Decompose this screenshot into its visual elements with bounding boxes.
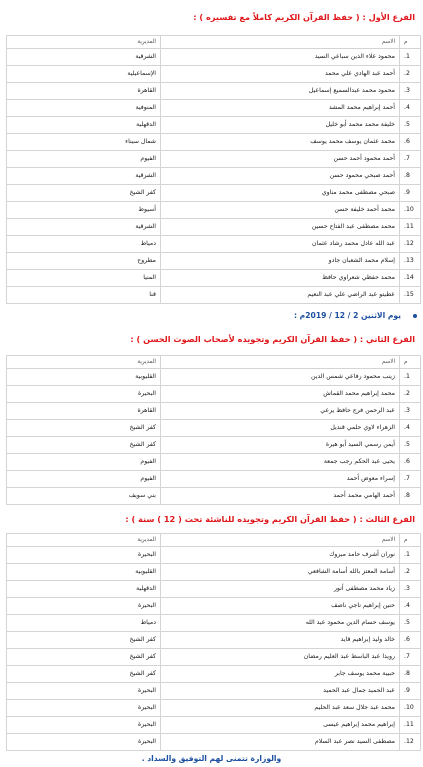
directorate-name: القاهرة: [7, 403, 161, 420]
row-number: 11.: [400, 717, 421, 734]
directorate-name: المنوفية: [7, 100, 161, 117]
contestant-name: مصطفى السيد نصر عبد السلام: [161, 734, 400, 751]
directorate-name: القليوبية: [7, 564, 161, 581]
column-header-directorate: المديرية: [7, 36, 161, 49]
directorate-name: شمال سيناء: [7, 134, 161, 151]
table-row: [7, 66, 421, 83]
table-row: [7, 454, 421, 471]
contestant-name: عبد الرحمن فرج حافظ يرعي: [161, 403, 400, 420]
directorate-name: الفيوم: [7, 471, 161, 488]
contestant-name: نوران أشرف حامد مبروك: [161, 547, 400, 564]
branch3-title: الفرع الثالث : ( حفظ القرآن الكريم وتجويده للناشئة تحت ( 12 ) سنة ) :: [125, 514, 415, 524]
row-number: 6.: [400, 632, 421, 649]
row-number: 6.: [400, 454, 421, 471]
contestant-name: محمود محمد عبدالسميع إسماعيل: [161, 83, 400, 100]
directorate-name: المنيا: [7, 270, 161, 287]
directorate-name: البحيرة: [7, 717, 161, 734]
contestant-name: محمد أحمد خليفة حسن: [161, 202, 400, 219]
contestant-name: عطيتو عبد الراضي علي عبد النعيم: [161, 287, 400, 304]
table-row: [7, 598, 421, 615]
directorate-name: الشرقية: [7, 168, 161, 185]
directorate-name: أسيوط: [7, 202, 161, 219]
table-row: [7, 236, 421, 253]
row-number: 3.: [400, 83, 421, 100]
directorate-name: البحيرة: [7, 386, 161, 403]
table-row: [7, 666, 421, 683]
row-number: 13.: [400, 253, 421, 270]
table-row: [7, 717, 421, 734]
column-header-name: الاسم: [161, 534, 400, 547]
directorate-name: كفر الشيخ: [7, 437, 161, 454]
table-row: [7, 369, 421, 386]
row-number: 4.: [400, 420, 421, 437]
table-row: [7, 632, 421, 649]
row-number: 2.: [400, 564, 421, 581]
branch3-table: [6, 533, 421, 751]
row-number: 1.: [400, 547, 421, 564]
row-number: 8.: [400, 488, 421, 505]
closing-note: والوزارة تتمنى لهم التوفيق والسداد .: [141, 754, 282, 763]
table-row: [7, 700, 421, 717]
row-number: 14.: [400, 270, 421, 287]
directorate-name: القليوبية: [7, 369, 161, 386]
directorate-name: البحيرة: [7, 683, 161, 700]
column-header-directorate: المديرية: [7, 534, 161, 547]
row-number: 3.: [400, 581, 421, 598]
table-row: [7, 403, 421, 420]
contestant-name: محمد إبراهيم محمد القماش: [161, 386, 400, 403]
contestant-name: زياد محمد مصطفى أنور: [161, 581, 400, 598]
contestant-name: الزهراء لاوي حلمي قنديل: [161, 420, 400, 437]
row-number: 7.: [400, 151, 421, 168]
contestant-name: صبحي مصطفى محمد مناوي: [161, 185, 400, 202]
table-row: [7, 134, 421, 151]
table-row: [7, 488, 421, 505]
table-row: [7, 437, 421, 454]
directorate-name: الفيوم: [7, 454, 161, 471]
row-number: 12.: [400, 236, 421, 253]
date-text: يوم الاثنين 2 / 12 / 2019م :: [294, 311, 401, 320]
directorate-name: كفر الشيخ: [7, 649, 161, 666]
contestant-name: خالد وليد إبراهيم قايد: [161, 632, 400, 649]
table-row: [7, 151, 421, 168]
directorate-name: الدقهلية: [7, 581, 161, 598]
table-row: [7, 683, 421, 700]
row-number: 1.: [400, 369, 421, 386]
directorate-name: كفر الشيخ: [7, 632, 161, 649]
directorate-name: البحيرة: [7, 700, 161, 717]
row-number: 8.: [400, 168, 421, 185]
directorate-name: البحيرة: [7, 598, 161, 615]
row-number: 2.: [400, 386, 421, 403]
contestant-name: محمد عبد جلال سعد عبد الحليم: [161, 700, 400, 717]
table-row: [7, 564, 421, 581]
contestant-name: محمود علاء الدين سباعي السيد: [161, 49, 400, 66]
contestant-name: حنين إبراهيم ناجي ناصف: [161, 598, 400, 615]
directorate-name: كفر الشيخ: [7, 420, 161, 437]
contestant-name: أحمد محمود أحمد حسن: [161, 151, 400, 168]
column-header-name: الاسم: [161, 36, 400, 49]
table-row: [7, 734, 421, 751]
table-row: [7, 185, 421, 202]
contestant-name: أحمد عبد الهادي علي محمد: [161, 66, 400, 83]
directorate-name: دمياط: [7, 615, 161, 632]
row-number: 1.: [400, 49, 421, 66]
column-header-name: الاسم: [161, 356, 400, 369]
branch2-title: الفرع الثاني : ( حفظ القرآن الكريم وتجويده لأصحاب الصوت الحسن ) :: [130, 334, 415, 344]
table-header-row: [7, 534, 421, 547]
contestant-name: أحمد الهامي محمد أحمد: [161, 488, 400, 505]
row-number: 15.: [400, 287, 421, 304]
contestant-name: محمد عثمان يوسف محمد يوسف: [161, 134, 400, 151]
table-row: [7, 219, 421, 236]
contestant-name: يوسف حسام الدين محمود عبد الله: [161, 615, 400, 632]
directorate-name: قنا: [7, 287, 161, 304]
row-number: 2.: [400, 66, 421, 83]
table-row: [7, 202, 421, 219]
directorate-name: بني سويف: [7, 488, 161, 505]
contestant-name: خليفة محمد محمد أبو خليل: [161, 117, 400, 134]
table-row: [7, 270, 421, 287]
table-row: [7, 49, 421, 66]
table-row: [7, 471, 421, 488]
row-number: 11.: [400, 219, 421, 236]
date-line: [294, 311, 417, 320]
table-row: [7, 117, 421, 134]
row-number: 6.: [400, 134, 421, 151]
branch2-table: [6, 355, 421, 505]
contestant-name: إسراء معوض أحمد: [161, 471, 400, 488]
directorate-name: البحيرة: [7, 734, 161, 751]
row-number: 7.: [400, 471, 421, 488]
directorate-name: الشرقية: [7, 49, 161, 66]
contestant-name: محمد مصطفى عبد الفتاح حسين: [161, 219, 400, 236]
contestant-name: رويدا عبد الباسط عبد العليم رمضان: [161, 649, 400, 666]
table-row: [7, 649, 421, 666]
row-number: 4.: [400, 100, 421, 117]
column-header-directorate: المديرية: [7, 356, 161, 369]
contestant-name: إسلام محمد الشعبان جادو: [161, 253, 400, 270]
table-row: [7, 100, 421, 117]
directorate-name: الشرقية: [7, 219, 161, 236]
row-number: 5.: [400, 615, 421, 632]
table-header-row: [7, 356, 421, 369]
contestant-name: عبد الحميد جمال عبد الحميد: [161, 683, 400, 700]
directorate-name: الدقهلية: [7, 117, 161, 134]
contestant-name: أحمد إبراهيم محمد المشد: [161, 100, 400, 117]
column-header-number: م: [400, 36, 421, 49]
directorate-name: كفر الشيخ: [7, 666, 161, 683]
contestant-name: زينب محمود رفاعي شمس الدين: [161, 369, 400, 386]
row-number: 5.: [400, 437, 421, 454]
table-row: [7, 168, 421, 185]
row-number: 4.: [400, 598, 421, 615]
table-row: [7, 581, 421, 598]
column-header-number: م: [400, 534, 421, 547]
row-number: 9.: [400, 185, 421, 202]
table-row: [7, 547, 421, 564]
directorate-name: مطروح: [7, 253, 161, 270]
contestant-name: أيمن رسمي السيد أبو هيرة: [161, 437, 400, 454]
row-number: 3.: [400, 403, 421, 420]
contestant-name: محمد حفظي شعراوي حافظ: [161, 270, 400, 287]
row-number: 12.: [400, 734, 421, 751]
contestant-name: حبيبة محمد يوسف جابر: [161, 666, 400, 683]
contestant-name: أحمد صبحي محمود حسن: [161, 168, 400, 185]
table-row: [7, 253, 421, 270]
row-number: 9.: [400, 683, 421, 700]
directorate-name: البحيرة: [7, 547, 161, 564]
contestant-name: عبد الله عادل محمد رشاد عثمان: [161, 236, 400, 253]
directorate-name: دمياط: [7, 236, 161, 253]
row-number: 7.: [400, 649, 421, 666]
contestant-name: أسامة المعتز بالله أسامة الشافعي: [161, 564, 400, 581]
directorate-name: الفيوم: [7, 151, 161, 168]
table-row: [7, 83, 421, 100]
branch1-title: الفرع الأول : ( حفظ القرآن الكريم كاملاً مع تفسيره ) :: [193, 12, 415, 22]
contestant-name: إبراهيم محمد إبراهيم عيسى: [161, 717, 400, 734]
column-header-number: م: [400, 356, 421, 369]
directorate-name: القاهرة: [7, 83, 161, 100]
table-row: [7, 386, 421, 403]
row-number: 5.: [400, 117, 421, 134]
branch1-table: [6, 35, 421, 304]
directorate-name: الإسماعيلية: [7, 66, 161, 83]
row-number: 10.: [400, 700, 421, 717]
table-header-row: [7, 36, 421, 49]
row-number: 8.: [400, 666, 421, 683]
row-number: 10.: [400, 202, 421, 219]
table-row: [7, 287, 421, 304]
bullet-icon: [413, 314, 417, 318]
directorate-name: كفر الشيخ: [7, 185, 161, 202]
table-row: [7, 615, 421, 632]
contestant-name: يحيى عبد الحكم رجب جمعة: [161, 454, 400, 471]
table-row: [7, 420, 421, 437]
